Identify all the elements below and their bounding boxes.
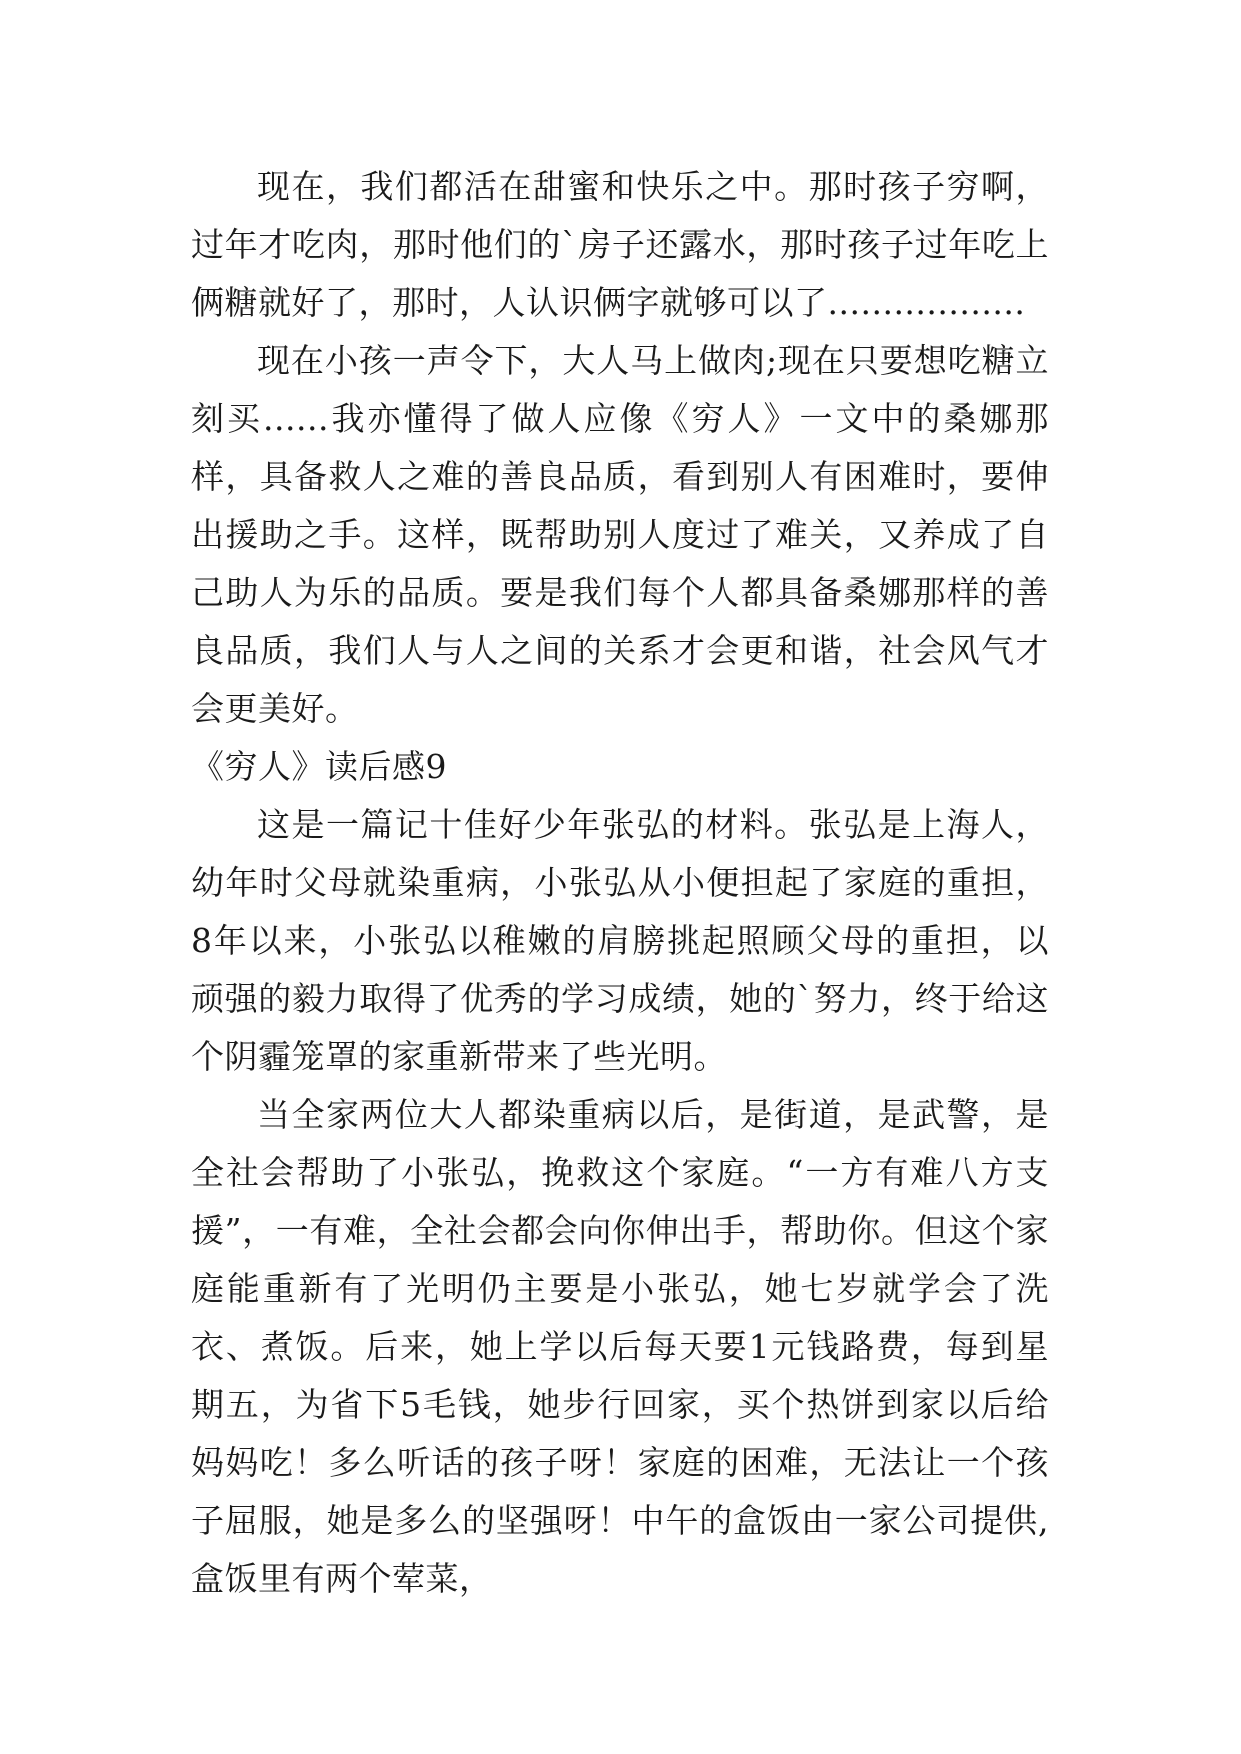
document-page [191,158,1049,1608]
paragraph-1: 现在，我们都活在甜蜜和快乐之中。那时孩子穷啊，过年才吃肉，那时他们的`房子还露水，那时孩子过年吃上俩糖就好了，那时，人认识俩字就够可以了.................. [191,167,1049,322]
section-title: 《穷人》读后感9 [191,747,447,786]
paragraph-3: 这是一篇记十佳好少年张弘的材料。张弘是上海人，幼年时父母就染重病，小张弘从小便担起了家庭的重担，8年以来，小张弘以稚嫩的肩膀挑起照顾父母的重担，以顽强的毅力取得了优秀的学习成绩，她的`努力，终于给这个阴霾笼罩的家重新带来了些光明。 [191,805,1049,1076]
paragraph-4: 当全家两位大人都染重病以后，是街道，是武警，是全社会帮助了小张弘，挽救这个家庭。“一方有难八方支援”，一有难，全社会都会向你伸出手，帮助你。但这个家庭能重新有了光明仍主要是小张弘，她七岁就学会了洗衣、煮饭。后来，她上学以后每天要1元钱路费，每到星期五，为省下5毛钱，她步行回家，买个热饼到家以后给妈妈吃！多么听话的孩子呀！家庭的困难，无法让一个孩子屈服，她是多么的坚强呀！中午的盒饭由一家公司提供,盒饭里有两个荤菜， [191,1095,1049,1598]
paragraph-2: 现在小孩一声令下，大人马上做肉;现在只要想吃糖立刻买......我亦懂得了做人应像《穷人》一文中的桑娜那样，具备救人之难的善良品质，看到别人有困难时，要伸出援助之手。这样，既帮助别人度过了难关，又养成了自己助人为乐的品质。要是我们每个人都具备桑娜那样的善良品质，我们人与人之间的关系才会更和谐，社会风气才会更美好。 [191,341,1049,728]
